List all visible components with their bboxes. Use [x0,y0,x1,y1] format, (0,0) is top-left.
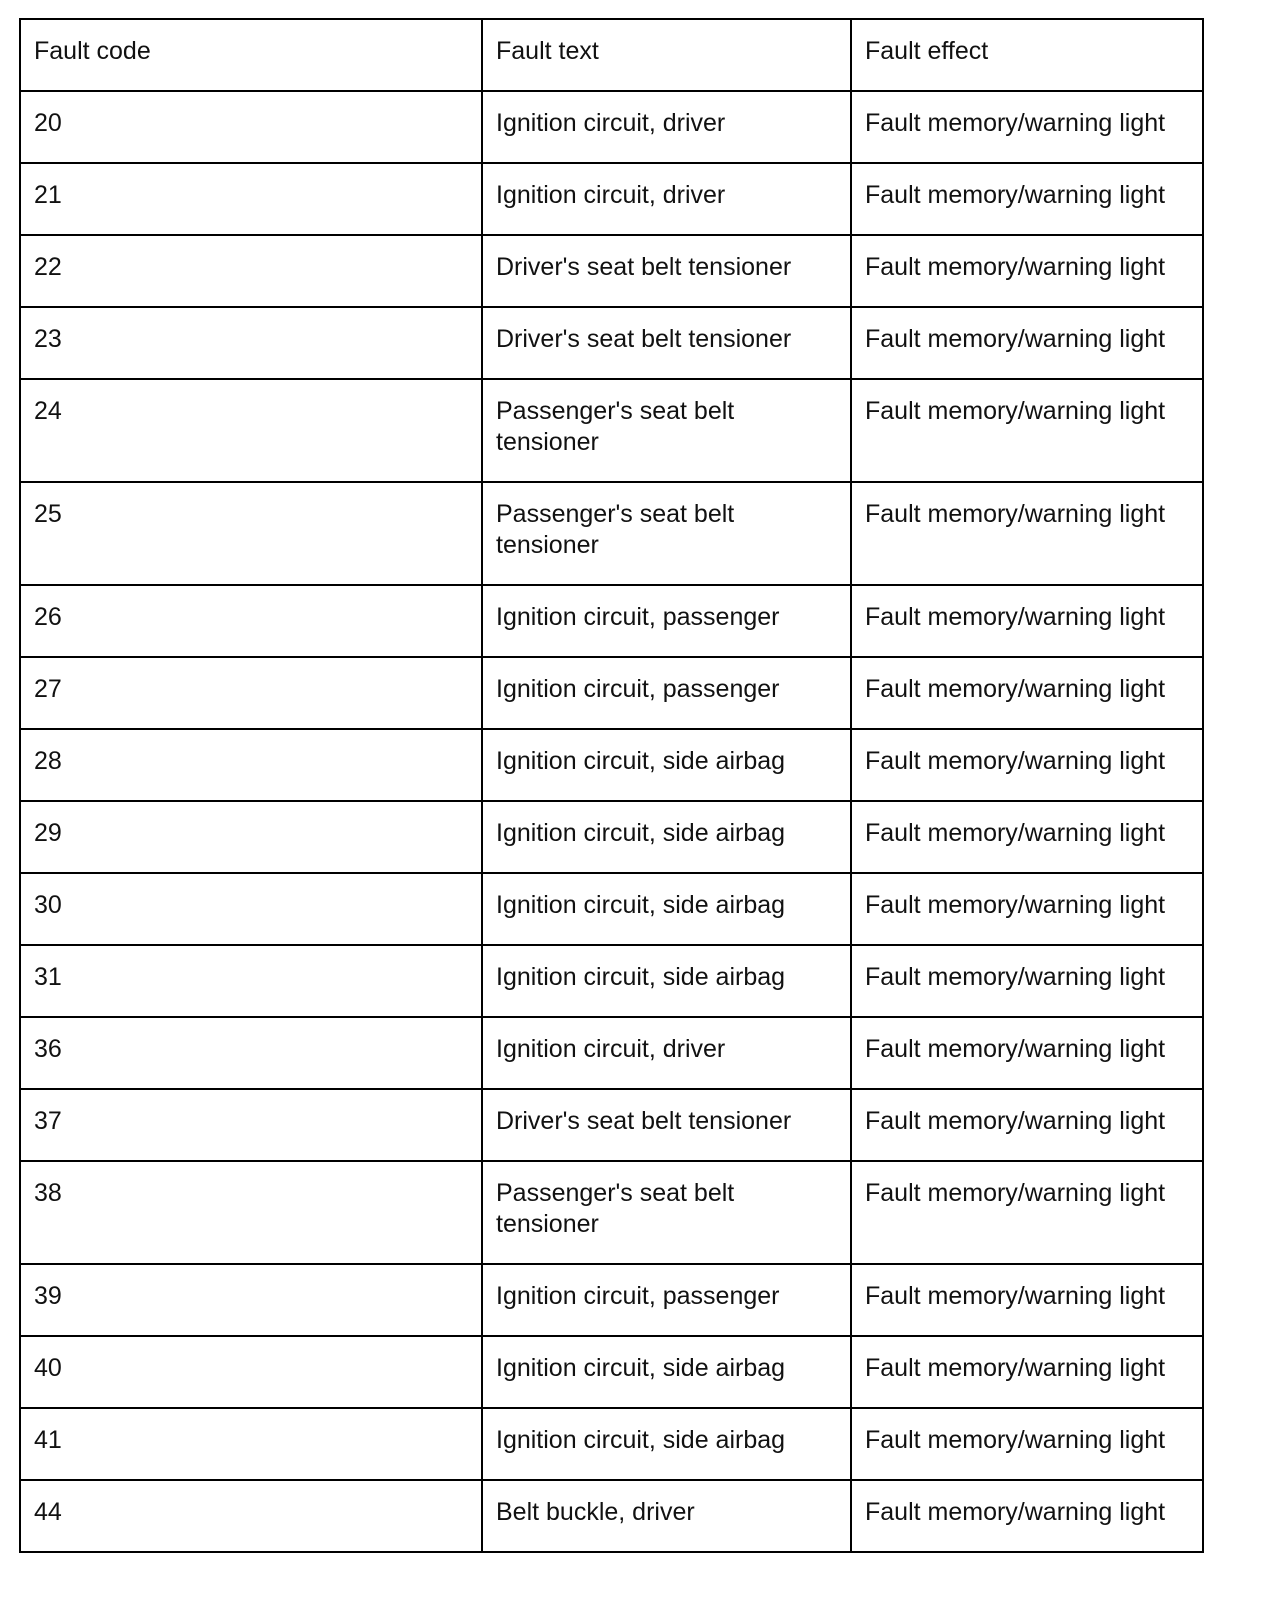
fault-text-cell: Ignition circuit, side airbag [482,945,851,1017]
fault-code-cell: 37 [20,1089,482,1161]
header-fault-code: Fault code [20,19,482,91]
fault-text-cell: Belt buckle, driver [482,1480,851,1552]
fault-code-cell: 23 [20,307,482,379]
table-row [20,91,1203,163]
fault-code-cell: 39 [20,1264,482,1336]
table-row [20,873,1203,945]
fault-code-cell: 22 [20,235,482,307]
table-row [20,1017,1203,1089]
fault-text-cell: Ignition circuit, side airbag [482,801,851,873]
table-row [20,163,1203,235]
table-row [20,379,1203,482]
fault-code-cell: 26 [20,585,482,657]
table-row [20,1264,1203,1336]
table-row [20,729,1203,801]
fault-text-cell: Ignition circuit, driver [482,163,851,235]
table-row [20,307,1203,379]
fault-text-cell: Ignition circuit, driver [482,1017,851,1089]
fault-effect-cell: Fault memory/warning light [851,1480,1203,1552]
fault-effect-cell: Fault memory/warning light [851,1017,1203,1089]
fault-text-cell: Driver's seat belt tensioner [482,307,851,379]
fault-text-cell: Ignition circuit, passenger [482,585,851,657]
fault-text-cell: Driver's seat belt tensioner [482,235,851,307]
fault-effect-cell: Fault memory/warning light [851,1089,1203,1161]
fault-text-cell: Ignition circuit, side airbag [482,729,851,801]
fault-effect-cell: Fault memory/warning light [851,873,1203,945]
table-row [20,945,1203,1017]
fault-effect-cell: Fault memory/warning light [851,585,1203,657]
table-row [20,801,1203,873]
header-fault-text: Fault text [482,19,851,91]
fault-effect-cell: Fault memory/warning light [851,1161,1203,1264]
table-row [20,1408,1203,1480]
fault-text-cell: Driver's seat belt tensioner [482,1089,851,1161]
fault-code-table [19,18,1204,1553]
fault-code-cell: 30 [20,873,482,945]
fault-effect-cell: Fault memory/warning light [851,307,1203,379]
table-row [20,482,1203,585]
fault-text-cell: Passenger's seat belt tensioner [482,379,851,482]
table-row [20,235,1203,307]
fault-code-cell: 36 [20,1017,482,1089]
fault-text-cell: Ignition circuit, passenger [482,657,851,729]
fault-text-cell: Ignition circuit, side airbag [482,873,851,945]
fault-effect-cell: Fault memory/warning light [851,235,1203,307]
fault-code-cell: 28 [20,729,482,801]
fault-text-cell: Ignition circuit, side airbag [482,1336,851,1408]
document-page [19,18,1204,1553]
fault-effect-cell: Fault memory/warning light [851,379,1203,482]
fault-code-cell: 27 [20,657,482,729]
fault-code-cell: 31 [20,945,482,1017]
fault-effect-cell: Fault memory/warning light [851,482,1203,585]
fault-code-cell: 29 [20,801,482,873]
fault-effect-cell: Fault memory/warning light [851,1408,1203,1480]
fault-text-cell: Ignition circuit, driver [482,91,851,163]
fault-text-cell: Passenger's seat belt tensioner [482,1161,851,1264]
header-fault-effect: Fault effect [851,19,1203,91]
fault-code-cell: 21 [20,163,482,235]
fault-effect-cell: Fault memory/warning light [851,801,1203,873]
fault-effect-cell: Fault memory/warning light [851,1336,1203,1408]
fault-effect-cell: Fault memory/warning light [851,1264,1203,1336]
fault-effect-cell: Fault memory/warning light [851,91,1203,163]
fault-effect-cell: Fault memory/warning light [851,657,1203,729]
fault-code-cell: 41 [20,1408,482,1480]
fault-code-cell: 25 [20,482,482,585]
fault-code-cell: 24 [20,379,482,482]
fault-text-cell: Ignition circuit, side airbag [482,1408,851,1480]
fault-text-cell: Passenger's seat belt tensioner [482,482,851,585]
table-row [20,1089,1203,1161]
fault-code-cell: 20 [20,91,482,163]
table-row [20,585,1203,657]
table-row [20,1161,1203,1264]
header-row [20,19,1203,91]
fault-code-cell: 38 [20,1161,482,1264]
fault-effect-cell: Fault memory/warning light [851,729,1203,801]
fault-effect-cell: Fault memory/warning light [851,945,1203,1017]
table-row [20,1480,1203,1552]
fault-effect-cell: Fault memory/warning light [851,163,1203,235]
table-row [20,657,1203,729]
fault-text-cell: Ignition circuit, passenger [482,1264,851,1336]
table-row [20,1336,1203,1408]
fault-code-cell: 40 [20,1336,482,1408]
fault-code-cell: 44 [20,1480,482,1552]
